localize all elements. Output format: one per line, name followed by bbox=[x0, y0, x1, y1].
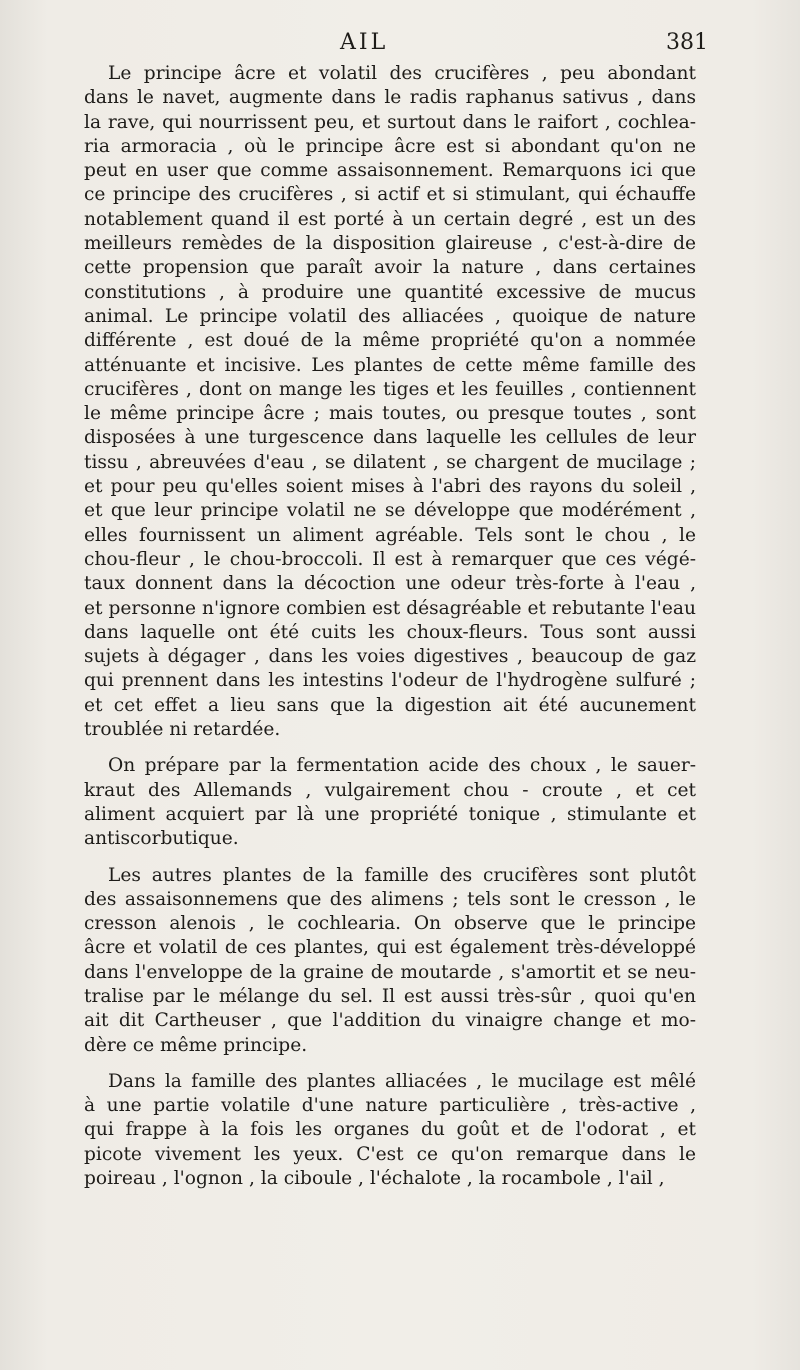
text-line: ce principe des crucifères , si actif et si stimulant, qui échauffe bbox=[84, 184, 696, 206]
text-line: des assaisonnemens que des alimens ; tels sont le cresson , le bbox=[84, 888, 696, 910]
text-line: ait dit Cartheuser , que l'addition du vinaigre change et mo- bbox=[84, 1010, 696, 1032]
page-number: 381 bbox=[666, 30, 708, 55]
text-line: constitutions , à produire une quantité excessive de mucus bbox=[84, 281, 696, 303]
text-line: Les autres plantes de la famille des crucifères sont plutôt bbox=[108, 864, 696, 886]
text-line: crucifères , dont on mange les tiges et les feuilles , contiennent bbox=[84, 378, 696, 400]
text-line: qui prennent dans les intestins l'odeur de l'hydrogène sulfuré ; bbox=[84, 670, 696, 692]
text-line: cresson alenois , le cochlearia. On observe que le principe bbox=[84, 913, 696, 935]
text-line: cette propension que paraît avoir la nature , dans certaines bbox=[84, 257, 696, 279]
text-line: dans laquelle ont été cuits les choux-fleurs. Tous sont aussi bbox=[84, 621, 696, 643]
text-line: et cet effet a lieu sans que la digestion ait été aucunement bbox=[84, 694, 696, 716]
text-line: sujets à dégager , dans les voies digestives , beaucoup de gaz bbox=[84, 646, 696, 668]
text-line: atténuante et incisive. Les plantes de cette même famille des bbox=[84, 354, 696, 376]
text-line: On prépare par la fermentation acide des choux , le sauer- bbox=[108, 755, 696, 777]
text-line: dans le navet, augmente dans le radis raphanus sativus , dans bbox=[84, 87, 696, 109]
text-line: dère ce même principe. bbox=[84, 1034, 308, 1056]
running-head: AIL bbox=[340, 30, 389, 55]
text-line: et pour peu qu'elles soient mises à l'abri des rayons du soleil , bbox=[84, 476, 696, 498]
text-line: aliment acquiert par là une propriété tonique , stimulante et bbox=[84, 803, 696, 825]
text-line: tissu , abreuvées d'eau , se dilatent , se chargent de mucilage ; bbox=[84, 451, 696, 473]
text-line: elles fournissent un aliment agréable. Tels sont le chou , le bbox=[84, 524, 696, 546]
text-line: disposées à une turgescence dans laquelle les cellules de leur bbox=[84, 427, 696, 449]
text-line: et personne n'ignore combien est désagréable et rebutante l'eau bbox=[84, 597, 696, 619]
text-line: tralise par le mélange du sel. Il est aussi très-sûr , quoi qu'en bbox=[84, 985, 696, 1007]
text-line: dans l'enveloppe de la graine de moutarde , s'amortit et se neu- bbox=[84, 961, 696, 983]
text-line: peut en user que comme assaisonnement. Remarquons ici que bbox=[84, 160, 696, 182]
text-line: meilleurs remèdes de la disposition glaireuse , c'est-à-dire de bbox=[84, 233, 696, 255]
page-header bbox=[84, 30, 708, 66]
text-line: Dans la famille des plantes alliacées , le mucilage est mêlé bbox=[108, 1070, 696, 1092]
paragraph-3 bbox=[84, 864, 696, 1058]
text-line: la rave, qui nourrissent peu, et surtout dans le raifort , cochlea- bbox=[84, 111, 696, 133]
text-line: qui frappe à la fois les organes du goût et de l'odorat , et bbox=[84, 1119, 696, 1141]
text-line: chou-fleur , le chou-broccoli. Il est à remarquer que ces végé- bbox=[84, 548, 696, 570]
paragraph-4 bbox=[84, 1070, 696, 1191]
text-line: le même principe âcre ; mais toutes, ou presque toutes , sont bbox=[84, 403, 696, 425]
text-line: ria armoracia , où le principe âcre est si abondant qu'on ne bbox=[84, 135, 696, 157]
paragraph-1 bbox=[84, 62, 696, 742]
text-line: troublée ni retardée. bbox=[84, 719, 281, 741]
text-line: âcre et volatil de ces plantes, qui est également très-développé bbox=[84, 937, 696, 959]
text-line: différente , est doué de la même propriété qu'on a nommée bbox=[84, 330, 696, 352]
text-line: Le principe âcre et volatil des crucifères , peu abondant bbox=[108, 63, 696, 84]
body-text bbox=[84, 62, 696, 1201]
text-line: kraut des Allemands , vulgairement chou - croute , et cet bbox=[84, 779, 696, 801]
text-line: notablement quand il est porté à un certain degré , est un des bbox=[84, 208, 696, 230]
text-line: à une partie volatile d'une nature particulière , très-active , bbox=[84, 1095, 696, 1117]
text-line: animal. Le principe volatil des alliacées , quoique de nature bbox=[84, 305, 696, 327]
paragraph-2 bbox=[84, 754, 696, 851]
text-line: taux donnent dans la décoction une odeur très-forte à l'eau , bbox=[84, 573, 696, 595]
text-line: et que leur principe volatil ne se développe que modérément , bbox=[84, 500, 696, 522]
text-line: antiscorbutique. bbox=[84, 828, 239, 850]
text-line: picote vivement les yeux. C'est ce qu'on remarque dans le bbox=[84, 1143, 696, 1165]
text-line: poireau , l'ognon , la ciboule , l'échalote , la rocambole , l'ail , bbox=[84, 1168, 665, 1190]
